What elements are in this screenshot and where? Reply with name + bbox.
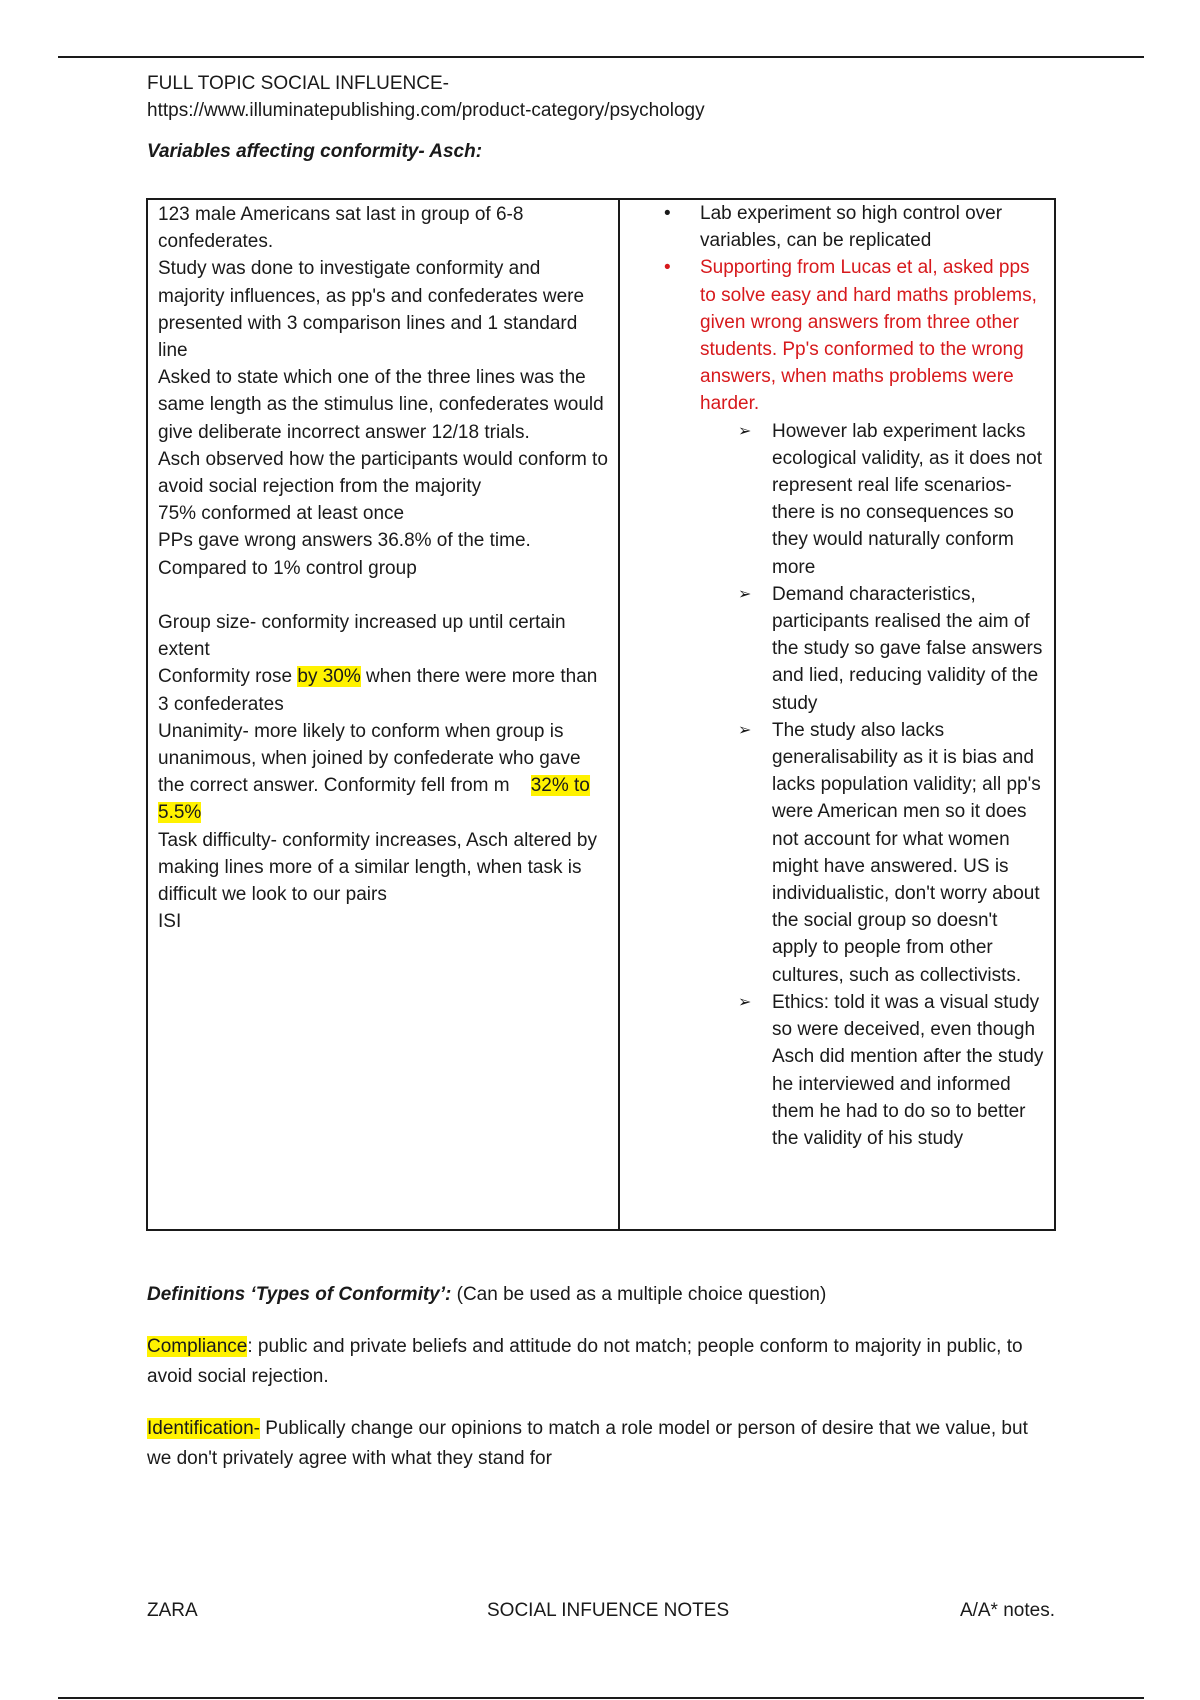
list-item [620, 989, 1044, 1152]
list-item [620, 418, 1044, 581]
study-paragraph: Task difficulty- conformity increases, Asch altered by making lines more of a similar length, when task is difficult we look to our pairs [158, 829, 597, 906]
list-item [620, 254, 1044, 417]
study-paragraph: Study was done to investigate conformity and majority influences, as pp's and confederates were presented with 3 comparison lines and 1 standard line [158, 258, 585, 362]
arrow-bullet-icon: ➢ [738, 585, 752, 603]
arrow-text: Demand characteristics, participants realised the aim of the study so gave false answers and lied, reducing validity of the study [772, 583, 1043, 714]
bullet-icon: • [664, 257, 671, 279]
document-header [147, 70, 1059, 165]
study-paragraph: PPs gave wrong answers 36.8% of the time. Compared to 1% control group [158, 530, 531, 579]
arrow-bullet-icon: ➢ [738, 993, 752, 1011]
study-paragraph: Asked to state which one of the three lines was the same length as the stimulus line, confederates would give deliberate incorrect answer 12/18 trials. [158, 367, 604, 443]
arrow-bullet-icon: ➢ [738, 422, 752, 440]
arrow-text: Ethics: told it was a visual study so were deceived, even though Asch did mention after the study he interviewed and informed them he had to do so to better the validity of his study [772, 991, 1044, 1149]
list-item [620, 200, 1044, 254]
definition-text: : public and private beliefs and attitude do not match; people conform to majority in public, to avoid social rejection. [147, 1336, 1023, 1387]
section-heading: Variables affecting conformity- Asch: [147, 141, 483, 162]
definition-text: Publically change our opinions to match a role model or person of desire that we value, but we don't privately agree with what they stand for [147, 1418, 1028, 1469]
definition-identification [147, 1414, 1047, 1474]
bullet-text: Supporting from Lucas et al, asked pps to solve easy and hard maths problems, given wrong answers from three other students. Pp's conformed to the wrong answers, when maths problems were harder. [700, 257, 1037, 415]
definitions-section [147, 1280, 1047, 1496]
study-description-cell [147, 199, 619, 1230]
list-item [620, 717, 1044, 989]
definition-compliance [147, 1332, 1047, 1392]
definition-term: Compliance [147, 1336, 248, 1357]
evaluation-cell [619, 199, 1055, 1230]
study-paragraph: ISI [158, 911, 182, 933]
study-paragraph: Group size- conformity increased up until certain extent [158, 612, 566, 661]
definitions-heading [147, 1280, 1047, 1310]
blank-line [158, 582, 608, 609]
bottom-rule [58, 1697, 1144, 1699]
bullet-icon: • [664, 203, 671, 224]
top-rule [58, 56, 1144, 58]
evaluation-arrow-list [620, 418, 1044, 1152]
paragraph-text: Unanimity- more likely to conform when group is unanimous, when joined by confederate who gave the correct answer. Conformity fell from m [158, 720, 581, 797]
paragraph-text: Conformity rose [158, 666, 298, 688]
study-paragraph: 123 male Americans sat last in group of 6-8 confederates. [158, 204, 524, 253]
bullet-text: Lab experiment so high control over variables, can be replicated [700, 203, 1003, 252]
arrow-text: However lab experiment lacks ecological validity, as it does not represent real life scenarios- there is no consequences so they would naturally conform more [772, 420, 1043, 578]
study-paragraph: 75% conformed at least once [158, 503, 405, 525]
definitions-title: Definitions ‘Types of Conformity’: [147, 1284, 452, 1305]
notes-table [146, 198, 1056, 1231]
highlighted-value: by 30% [297, 666, 361, 688]
footer-author: ZARA [147, 1600, 198, 1621]
study-paragraph [158, 718, 608, 827]
evaluation-bullets [620, 200, 1044, 418]
list-item [620, 581, 1044, 717]
arrow-bullet-icon: ➢ [738, 721, 752, 739]
definition-term: Identification- [147, 1418, 261, 1439]
paragraph-text: when there were more than 3 confederates [158, 666, 598, 715]
footer-note: A/A* notes. [959, 1600, 1055, 1621]
footer-title: SOCIAL INFUENCE NOTES [487, 1600, 730, 1621]
study-paragraph [158, 663, 608, 717]
definitions-note: (Can be used as a multiple choice question) [451, 1284, 827, 1305]
document-title: FULL TOPIC SOCIAL INFLUENCE- [147, 73, 449, 94]
source-link[interactable]: https://www.illuminatepublishing.com/product-category/psychology [147, 100, 705, 121]
study-paragraph: Asch observed how the participants would conform to avoid social rejection from the majority [158, 448, 608, 498]
highlighted-value: 32% to 5.5% [158, 775, 590, 824]
arrow-text: The study also lacks generalisability as it is bias and lacks population validity; all pp's were American men so it does not account for what women might have answered. US is individualistic, don't worry about the social group so doesn't apply to people from other cultures, such as collectivists. [772, 719, 1041, 986]
